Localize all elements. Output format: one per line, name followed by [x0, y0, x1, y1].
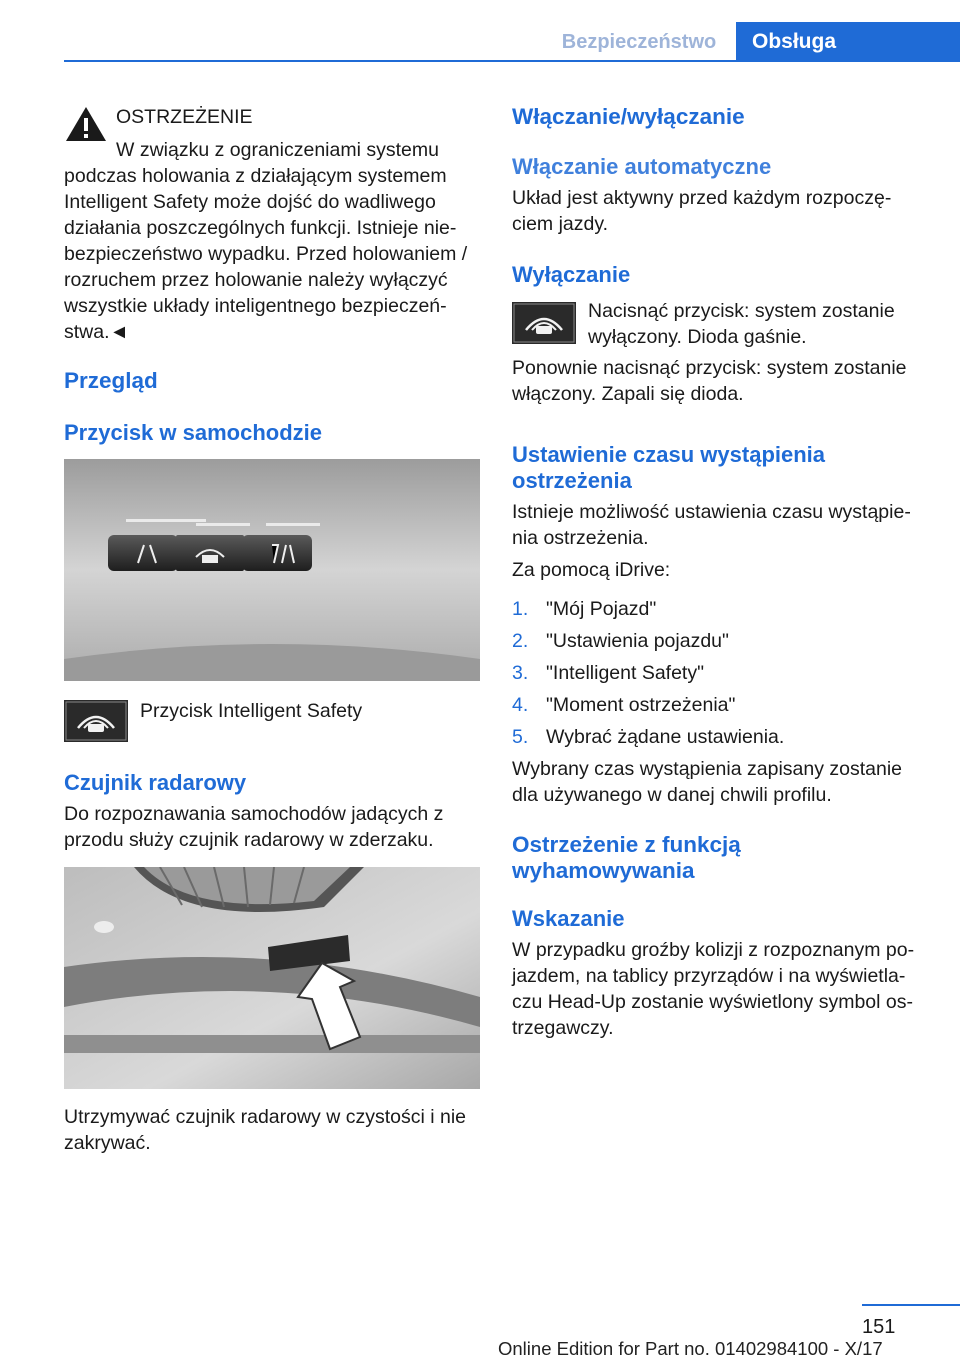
list-item	[512, 660, 932, 692]
heading-wylaczanie: Wyłączanie	[512, 262, 631, 287]
heading-wlaczanie-auto	[512, 154, 771, 180]
step-text: "Moment ostrzeżenia"	[546, 694, 736, 716]
warning-title: OSTRZEŻENIE	[116, 106, 253, 128]
step-number: 5.	[512, 726, 529, 748]
radar-note: Utrzymywać czujnik radarowy w czystości i nie zakrywać.	[64, 1106, 467, 1154]
step-number: 4.	[512, 694, 529, 716]
step-number: 2.	[512, 630, 529, 652]
heading-przeglad: Przegląd	[64, 368, 158, 393]
warning-text: podczas holowania z działającym systemem Intelligent Safety może dojść do wadliwego działania poszczególnych funkcji. Istnieje nie-bezpieczeństwo wypadku. Przed holowaniem / rozruchem przez holowanie należy wyłączyć wszystkie układy inteligentnego bezpieczeń-stwa.◄	[64, 165, 468, 343]
list-item	[512, 724, 932, 756]
step-text: "Mój Pojazd"	[546, 598, 657, 620]
off-text: Nacisnąć przycisk: system zostanie wyłączony. Dioda gaśnie.	[588, 300, 895, 348]
warning-line1: W związku z ograniczeniami systemu	[116, 139, 439, 161]
warning-icon	[64, 104, 108, 144]
intelligent-safety-button-icon	[64, 700, 128, 742]
button-caption: Przycisk Intelligent Safety	[140, 700, 363, 722]
bumper-photo	[64, 867, 480, 1089]
button-photo	[64, 459, 480, 681]
step-text: Wybrać żądane ustawienia.	[546, 726, 785, 748]
auto-text: Układ jest aktywny przed każdym rozpoczę-ciem jazdy.	[512, 187, 892, 235]
tab-obsluga[interactable]: Obsługa	[736, 22, 960, 62]
header-rule	[64, 60, 960, 62]
heading-czujnik: Czujnik radarowy	[64, 770, 247, 795]
heading-przycisk-text: Przycisk w samochodzie	[64, 420, 322, 445]
step-text: "Ustawienia pojazdu"	[546, 630, 729, 652]
heading-ostrzezenie-hamowanie: Ostrzeżenie z funkcją wyhamowywania	[512, 832, 741, 883]
radar-text: Do rozpoznawania samochodów jadących z przodu służy czujnik radarowy w zderzaku.	[64, 803, 444, 851]
page-number-rule	[862, 1304, 960, 1306]
heading-wskazanie: Wskazanie	[512, 906, 625, 931]
step-number: 3.	[512, 662, 529, 684]
on-text: Ponownie nacisnąć przycisk: system zostanie włączony. Zapali się dioda.	[512, 357, 907, 405]
list-item	[512, 596, 932, 628]
display-text: W przypadku groźby kolizji z rozpoznanym po-jazdem, na tablicy przyrządów i na wyświetla-czu Head-Up zostanie wyświetlony symbol os-trzegawczy.	[512, 939, 915, 1039]
heading-ustawienie-czasu: Ustawienie czasu wystąpienia ostrzeżenia	[512, 442, 826, 493]
list-item	[512, 628, 932, 660]
list-item	[512, 692, 932, 724]
page-number: 151	[862, 1316, 896, 1338]
tab-bezpieczenstwo[interactable]: Bezpieczeństwo	[561, 30, 717, 53]
heading-wlaczanie-auto-text: Włączanie automatyczne	[512, 154, 772, 179]
saved-text: Wybrany czas wystąpienia zapisany zostanie dla używanego w danej chwili profilu.	[512, 758, 903, 806]
time-text: Istnieje możliwość ustawienia czasu wystąpie-nia ostrzeżenia.	[512, 501, 911, 549]
step-number: 1.	[512, 598, 529, 620]
heading-przycisk	[64, 420, 322, 446]
steps-list	[512, 596, 932, 756]
idrive-text: Za pomocą iDrive:	[512, 559, 671, 581]
step-text: "Intelligent Safety"	[546, 662, 705, 684]
heading-wlaczanie-wylaczanie: Włączanie/wyłączanie	[512, 104, 745, 129]
off-button-icon	[512, 302, 576, 344]
footer-edition: Online Edition for Part no. 01402984100 - X/17	[498, 1338, 883, 1359]
